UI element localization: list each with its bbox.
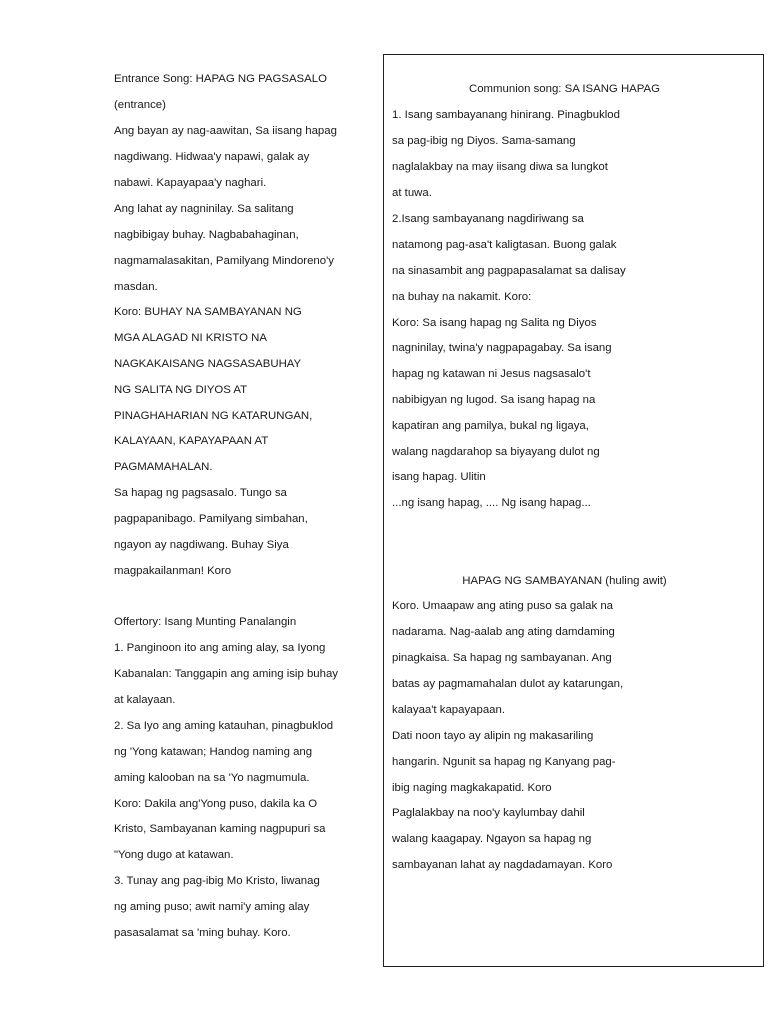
text-line: natamong pag-asa't kaligtasan. Buong galak xyxy=(392,239,617,251)
text-line: Dati noon tayo ay alipin ng makasariling xyxy=(392,730,594,742)
entrance-song-title: Entrance Song: HAPAG NG PAGSASALO xyxy=(114,73,327,85)
text-line: 2. Sa Iyo ang aming katauhan, pinagbuklod xyxy=(114,720,334,732)
text-line: nagninilay, twina'y nagpapagabay. Sa isang xyxy=(392,342,612,354)
text-line: walang kaagapay. Ngayon sa hapag ng xyxy=(392,833,592,845)
text-line: at kalayaan. xyxy=(114,694,176,706)
text-line: nabawi. Kapayapaa'y naghari. xyxy=(114,177,267,189)
text-line: ng aming puso; awit nami'y aming alay xyxy=(114,901,310,913)
text-line: Kristo, Sambayanan kaming nagpupuri sa xyxy=(114,823,326,835)
text-line: walang nagdarahop sa biyayang dulot ng xyxy=(392,446,600,458)
text-line: nabibigyan ng lugod. Sa isang hapag na xyxy=(392,394,596,406)
text-line: aming kalooban na sa 'Yo nagmumula. xyxy=(114,772,310,784)
text-line: 1. Panginoon ito ang aming alay, sa Iyong xyxy=(114,642,326,654)
text-line: Sa hapag ng pagsasalo. Tungo sa xyxy=(114,487,287,499)
text-line: 1. Isang sambayanang hinirang. Pinagbuklod xyxy=(392,109,620,121)
text-line: Ang bayan ay nag-aawitan, Sa iisang hapag xyxy=(114,125,337,137)
right-column-border xyxy=(383,54,764,967)
text-line: nagmamalasakitan, Pamilyang Mindoreno'y xyxy=(114,255,334,267)
text-line: ng 'Yong katawan; Handog naming ang xyxy=(114,746,313,758)
text-line: 2.Isang sambayanang nagdiriwang sa xyxy=(392,213,584,225)
text-line: nagbibigay buhay. Nagbabahaginan, xyxy=(114,229,299,241)
text-line: kapatiran ang pamilya, bukal ng ligaya, xyxy=(392,420,589,432)
text-line: na sinasambit ang pagpapasalamat sa dalisay xyxy=(392,265,626,277)
text-line: masdan. xyxy=(114,281,158,293)
text-line: magpakailanman! Koro xyxy=(114,565,232,577)
text-line: batas ay pagmamahalan dulot ay katarungan, xyxy=(392,678,624,690)
text-line: nagdiwang. Hidwaa'y napawi, galak ay xyxy=(114,151,310,163)
text-line: (entrance) xyxy=(114,99,166,111)
text-line: PAGMAMAHALAN. xyxy=(114,461,213,473)
text-line: ibig naging magkakapatid. Koro xyxy=(392,782,552,794)
text-line: nadarama. Nag-aalab ang ating damdaming xyxy=(392,626,615,638)
text-line: Koro. Umaapaw ang ating puso sa galak na xyxy=(392,600,613,612)
offertory-title: Offertory: Isang Munting Panalangin xyxy=(114,616,297,628)
text-line: Ang lahat ay nagninilay. Sa salitang xyxy=(114,203,294,215)
text-line: PINAGHAHARIAN NG KATARUNGAN, xyxy=(114,410,313,422)
text-line: Koro: Sa isang hapag ng Salita ng Diyos xyxy=(392,317,597,329)
communion-song-title: Communion song: SA ISANG HAPAG xyxy=(469,83,660,95)
text-line: Paglalakbay na noo'y kaylumbay dahil xyxy=(392,807,585,819)
text-line: Kabanalan: Tanggapin ang aming isip buhay xyxy=(114,668,338,680)
text-line: NG SALITA NG DIYOS AT xyxy=(114,384,248,396)
text-line: MGA ALAGAD NI KRISTO NA xyxy=(114,332,267,344)
text-line: kalayaa't kapayapaan. xyxy=(392,704,505,716)
text-line: "Yong dugo at katawan. xyxy=(114,849,234,861)
text-line: sa pag-ibig ng Diyos. Sama-samang xyxy=(392,135,576,147)
text-line: hapag ng katawan ni Jesus nagsasalo't xyxy=(392,368,591,380)
text-line: 3. Tunay ang pag-ibig Mo Kristo, liwanag xyxy=(114,875,320,887)
text-line: isang hapag. Ulitin xyxy=(392,471,486,483)
text-line: ngayon ay nagdiwang. Buhay Siya xyxy=(114,539,289,551)
text-line: pagpapanibago. Pamilyang simbahan, xyxy=(114,513,308,525)
text-line: Koro: Dakila ang'Yong puso, dakila ka O xyxy=(114,798,318,810)
text-line: pasasalamat sa 'ming buhay. Koro. xyxy=(114,927,291,939)
text-line: at tuwa. xyxy=(392,187,432,199)
text-line: KALAYAAN, KAPAYAPAAN AT xyxy=(114,435,269,447)
text-line: pinagkaisa. Sa hapag ng sambayanan. Ang xyxy=(392,652,612,664)
closing-song-title: HAPAG NG SAMBAYANAN (huling awit) xyxy=(462,575,667,587)
text-line: Koro: BUHAY NA SAMBAYANAN NG xyxy=(114,306,302,318)
text-line: naglalakbay na may iisang diwa sa lungkot xyxy=(392,161,608,173)
text-line: hangarin. Ngunit sa hapag ng Kanyang pag- xyxy=(392,756,616,768)
text-line: na buhay na nakamit. Koro: xyxy=(392,291,532,303)
text-line: NAGKAKAISANG NAGSASABUHAY xyxy=(114,358,302,370)
text-line: sambayanan lahat ay nagdadamayan. Koro xyxy=(392,859,613,871)
text-line: ...ng isang hapag, .... Ng isang hapag... xyxy=(392,497,591,509)
